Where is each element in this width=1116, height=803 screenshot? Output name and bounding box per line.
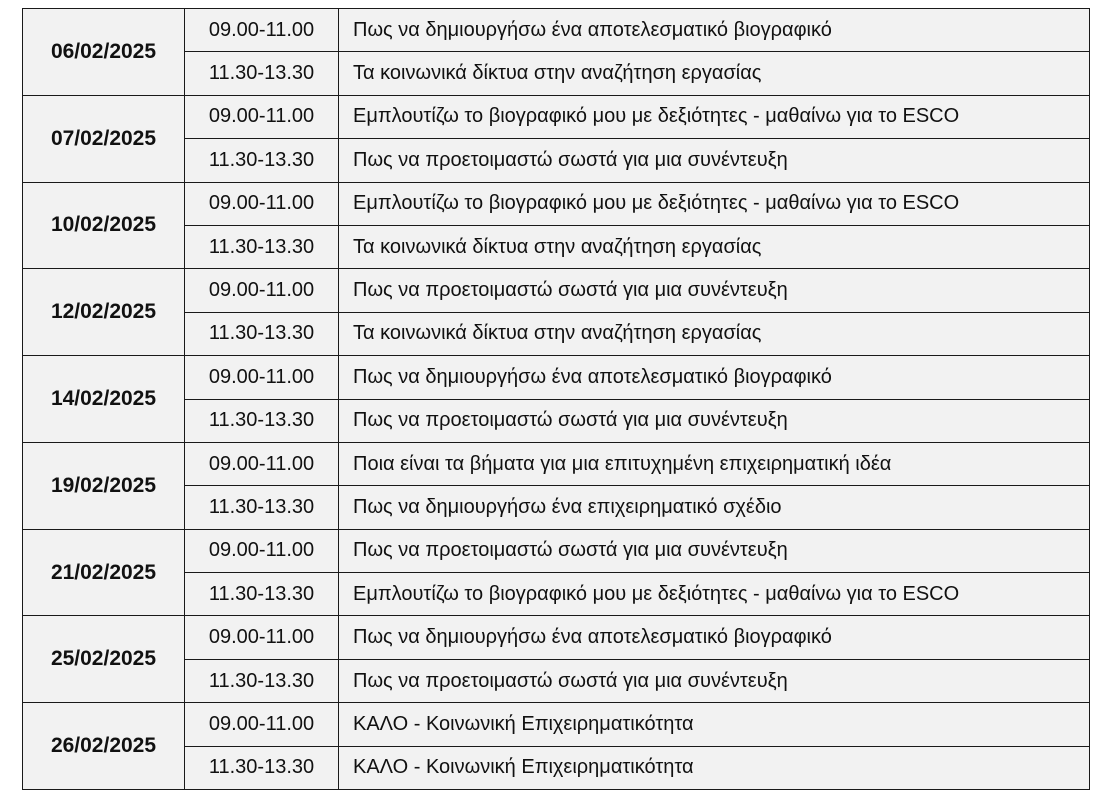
- session-time: 11.30-13.30: [185, 139, 339, 182]
- session-time: 11.30-13.30: [185, 746, 339, 789]
- session-date: 12/02/2025: [23, 269, 185, 356]
- session-time: 09.00-11.00: [185, 442, 339, 485]
- session-time: 11.30-13.30: [185, 399, 339, 442]
- session-topic: Πως να προετοιμαστώ σωστά για μια συνέντευξη: [339, 529, 1090, 572]
- schedule-table: [22, 8, 1090, 790]
- session-date: 10/02/2025: [23, 182, 185, 269]
- session-time: 09.00-11.00: [185, 703, 339, 746]
- session-time: 11.30-13.30: [185, 225, 339, 268]
- schedule-row: [23, 703, 1090, 746]
- schedule-row: [23, 269, 1090, 312]
- session-topic: Εμπλουτίζω το βιογραφικό μου με δεξιότητες - μαθαίνω για το ESCO: [339, 182, 1090, 225]
- session-topic: Εμπλουτίζω το βιογραφικό μου με δεξιότητες - μαθαίνω για το ESCO: [339, 573, 1090, 616]
- session-topic: Πως να δημιουργήσω ένα αποτελεσματικό βιογραφικό: [339, 356, 1090, 399]
- session-date: 26/02/2025: [23, 703, 185, 790]
- session-topic: Πως να δημιουργήσω ένα επιχειρηματικό σχέδιο: [339, 486, 1090, 529]
- session-time: 11.30-13.30: [185, 52, 339, 95]
- session-time: 11.30-13.30: [185, 486, 339, 529]
- session-time: 09.00-11.00: [185, 529, 339, 572]
- session-date: 14/02/2025: [23, 356, 185, 443]
- session-topic: ΚΑΛΟ - Κοινωνική Επιχειρηματικότητα: [339, 703, 1090, 746]
- session-date: 19/02/2025: [23, 442, 185, 529]
- session-topic: Τα κοινωνικά δίκτυα στην αναζήτηση εργασίας: [339, 312, 1090, 355]
- schedule-row: [23, 529, 1090, 572]
- session-topic: Τα κοινωνικά δίκτυα στην αναζήτηση εργασίας: [339, 225, 1090, 268]
- session-date: 06/02/2025: [23, 9, 185, 96]
- session-date: 07/02/2025: [23, 95, 185, 182]
- session-topic: Πως να προετοιμαστώ σωστά για μια συνέντευξη: [339, 399, 1090, 442]
- session-time: 09.00-11.00: [185, 616, 339, 659]
- schedule-row: [23, 442, 1090, 485]
- session-topic: Πως να προετοιμαστώ σωστά για μια συνέντευξη: [339, 269, 1090, 312]
- session-time: 11.30-13.30: [185, 312, 339, 355]
- session-time: 11.30-13.30: [185, 573, 339, 616]
- schedule-row: [23, 182, 1090, 225]
- session-topic: Πως να προετοιμαστώ σωστά για μια συνέντευξη: [339, 139, 1090, 182]
- session-time: 09.00-11.00: [185, 95, 339, 138]
- session-topic: Εμπλουτίζω το βιογραφικό μου με δεξιότητες - μαθαίνω για το ESCO: [339, 95, 1090, 138]
- schedule-row: [23, 95, 1090, 138]
- session-time: 09.00-11.00: [185, 9, 339, 52]
- session-date: 25/02/2025: [23, 616, 185, 703]
- schedule-row: [23, 356, 1090, 399]
- session-time: 09.00-11.00: [185, 269, 339, 312]
- session-topic: Πως να προετοιμαστώ σωστά για μια συνέντευξη: [339, 659, 1090, 702]
- session-topic: Ποια είναι τα βήματα για μια επιτυχημένη επιχειρηματική ιδέα: [339, 442, 1090, 485]
- session-date: 21/02/2025: [23, 529, 185, 616]
- session-time: 09.00-11.00: [185, 356, 339, 399]
- session-topic: ΚΑΛΟ - Κοινωνική Επιχειρηματικότητα: [339, 746, 1090, 789]
- session-topic: Τα κοινωνικά δίκτυα στην αναζήτηση εργασίας: [339, 52, 1090, 95]
- session-topic: Πως να δημιουργήσω ένα αποτελεσματικό βιογραφικό: [339, 9, 1090, 52]
- session-topic: Πως να δημιουργήσω ένα αποτελεσματικό βιογραφικό: [339, 616, 1090, 659]
- schedule-row: [23, 9, 1090, 52]
- session-time: 11.30-13.30: [185, 659, 339, 702]
- schedule-row: [23, 616, 1090, 659]
- session-time: 09.00-11.00: [185, 182, 339, 225]
- schedule-body: [23, 9, 1090, 790]
